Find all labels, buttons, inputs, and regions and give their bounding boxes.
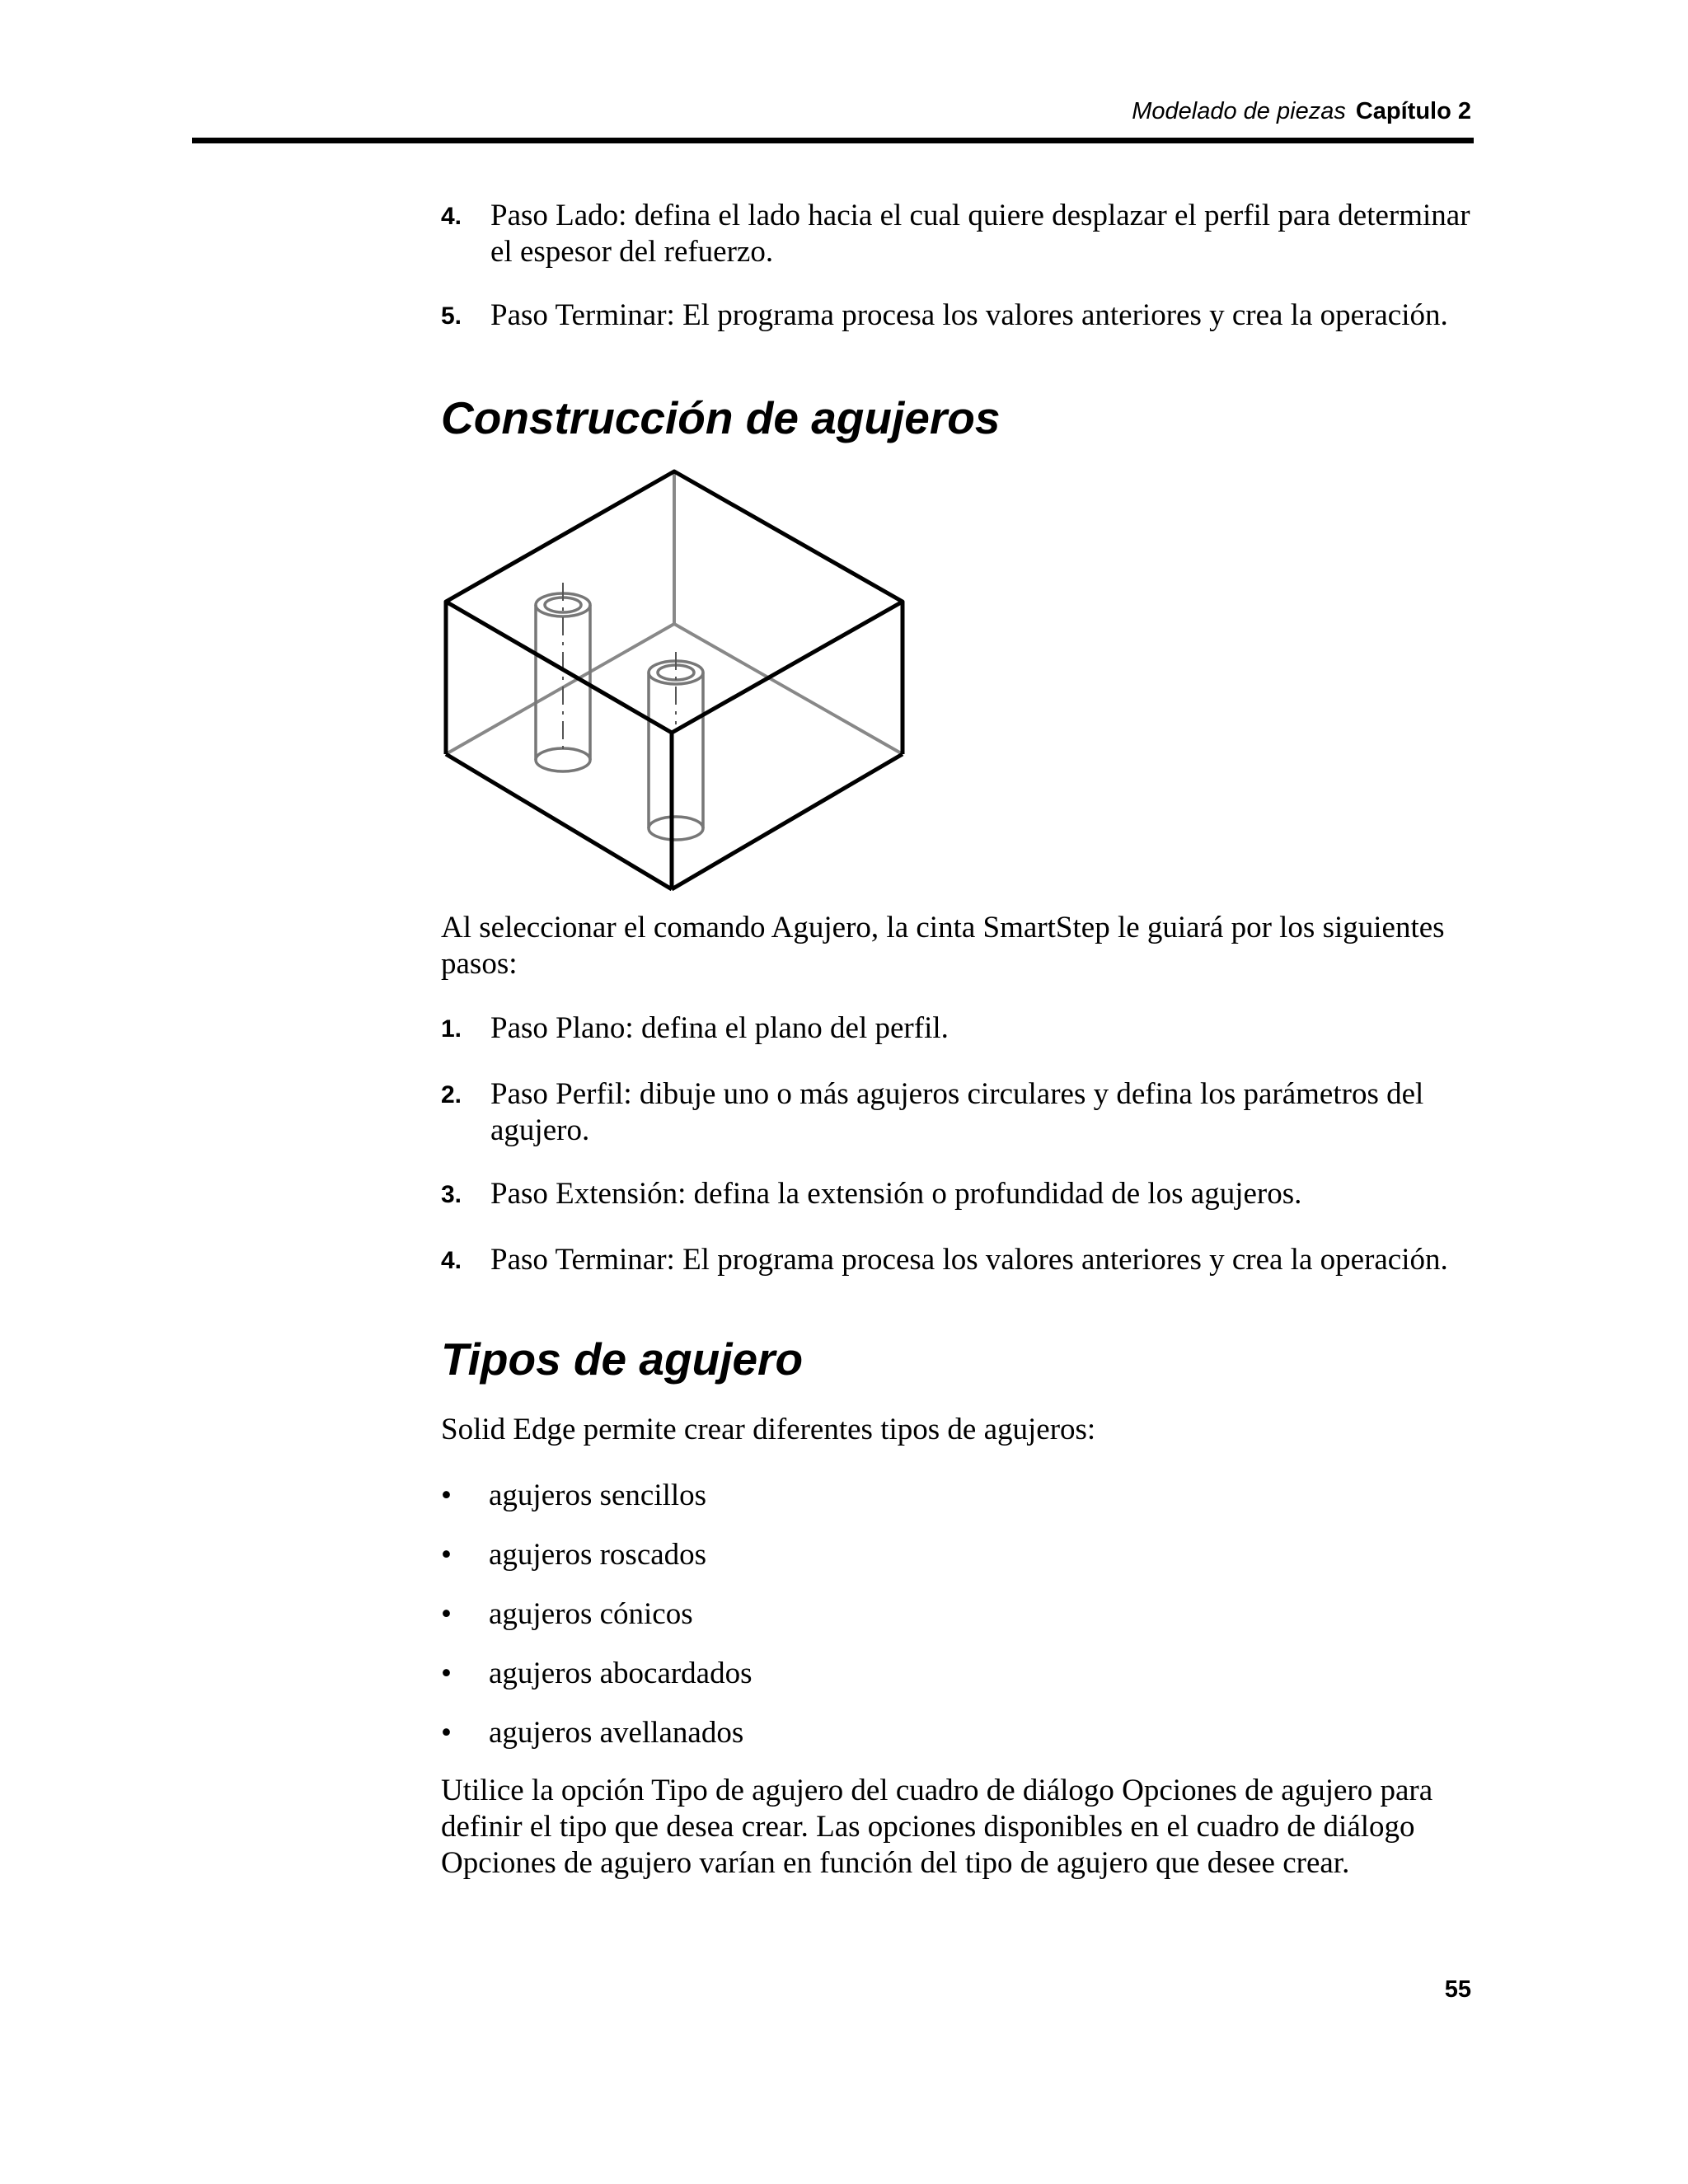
step-text: Paso Terminar: El programa procesa los valores anteriores y crea la operación.: [490, 1243, 1448, 1277]
list-item: [441, 1076, 1474, 1149]
bullet-icon: •: [441, 1597, 452, 1631]
list-item: [441, 1478, 706, 1514]
step-text: Paso Lado: defina el lado hacia el cual quiere desplazar el perfil para determinar el espesor del refuerzo.: [490, 199, 1470, 269]
list-item: [441, 1715, 743, 1751]
step-text: Paso Terminar: El programa procesa los valores anteriores y crea la operación.: [490, 298, 1448, 332]
step-number: 3.: [441, 1181, 462, 1208]
step-number: 2.: [441, 1081, 462, 1108]
section-heading: Construcción de agujeros: [441, 392, 1001, 443]
bullet-icon: •: [441, 1538, 452, 1572]
hole-illustration: [441, 467, 911, 900]
header-section-title: Modelado de piezas: [1132, 98, 1346, 124]
list-item: [441, 1656, 753, 1692]
list-item: [441, 198, 1474, 270]
running-header: [1132, 98, 1471, 125]
header-chapter: Capítulo 2: [1355, 98, 1471, 124]
step-text: Paso Extensión: defina la extensión o profundidad de los agujeros.: [490, 1177, 1302, 1211]
list-item: [441, 1010, 1474, 1047]
bullet-icon: •: [441, 1479, 452, 1512]
step-text: Paso Plano: defina el plano del perfil.: [490, 1011, 949, 1045]
bullet-text: agujeros avellanados: [489, 1716, 744, 1750]
bullet-icon: •: [441, 1716, 452, 1750]
section-heading: Tipos de agujero: [441, 1333, 804, 1385]
bullet-text: agujeros abocardados: [489, 1657, 753, 1690]
step-number: 4.: [441, 1247, 462, 1274]
step-number: 4.: [441, 203, 462, 230]
bullet-text: agujeros roscados: [489, 1538, 707, 1572]
bullet-text: agujeros cónicos: [489, 1597, 693, 1631]
section2-closing: Utilice la opción Tipo de agujero del cuadro de diálogo Opciones de agujero para definir el tipo que desea crear. Las opciones disponibles en el cuadro de diálogo Opciones de agujero varían en función del tipo de agujero que desee crear.: [441, 1774, 1433, 1880]
step-number: 1.: [441, 1015, 462, 1043]
list-item: [441, 1176, 1474, 1212]
header-rule: [192, 138, 1474, 143]
list-item: [441, 1537, 706, 1573]
section2-intro: Solid Edge permite crear diferentes tipos de agujeros:: [441, 1413, 1096, 1446]
section1-intro: Al seleccionar el comando Agujero, la cinta SmartStep le guiará por los siguientes pasos:: [441, 911, 1445, 981]
step-text: Paso Perfil: dibuje uno o más agujeros circulares y defina los parámetros del agujero.: [490, 1077, 1424, 1147]
list-item: [441, 1242, 1474, 1278]
list-item: [441, 298, 1474, 334]
step-number: 5.: [441, 302, 462, 330]
bullet-icon: •: [441, 1657, 452, 1690]
bullet-text: agujeros sencillos: [489, 1479, 707, 1512]
list-item: [441, 1596, 693, 1633]
page-number: 55: [1444, 1976, 1471, 2003]
